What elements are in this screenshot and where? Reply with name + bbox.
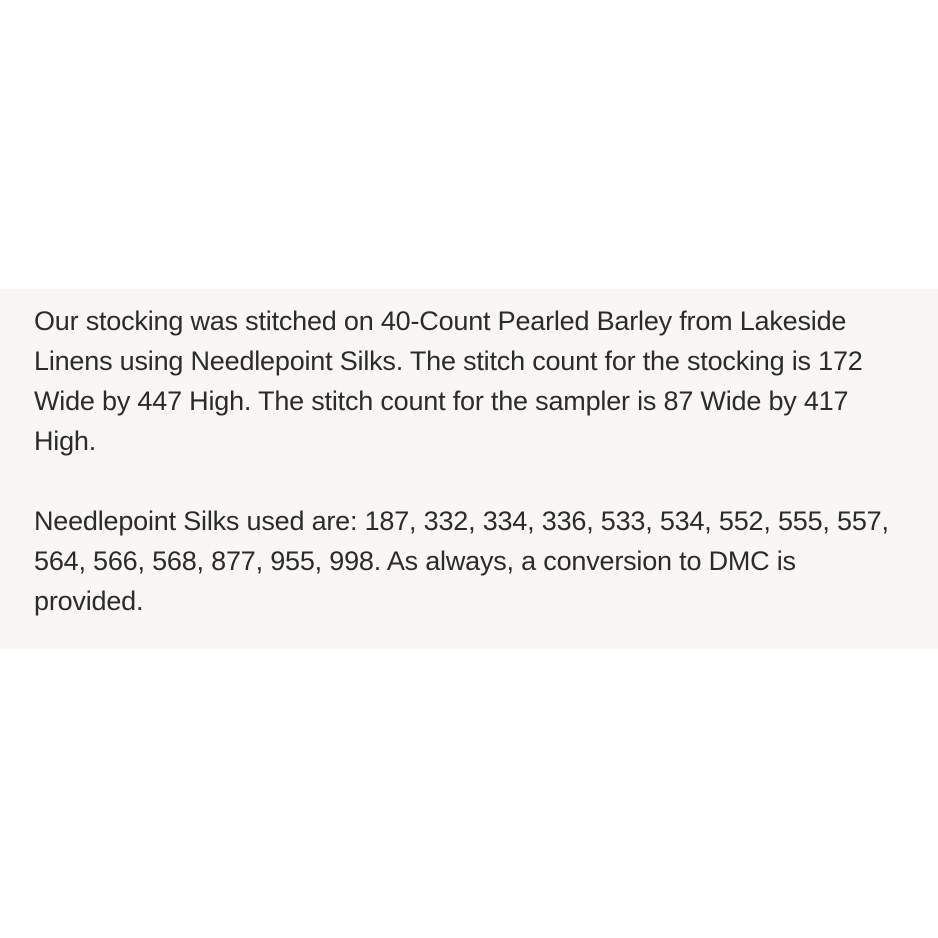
paragraph-spacer — [34, 461, 904, 501]
silk-colors-paragraph: Needlepoint Silks used are: 187, 332, 334, 336, 533, 534, 552, 555, 557, 564, 566, 568, 877, 955, 998. As always, a conversion to DMC is provided. — [34, 506, 889, 616]
fabric-and-stitch-count-paragraph: Our stocking was stitched on 40-Count Pearled Barley from Lakeside Linens using Needlepoint Silks. The stitch count for the stocking is 172 Wide by 447 High. The stitch count for the sampler is 87 Wide by 417 High. — [34, 306, 863, 456]
product-description-panel — [0, 289, 938, 649]
